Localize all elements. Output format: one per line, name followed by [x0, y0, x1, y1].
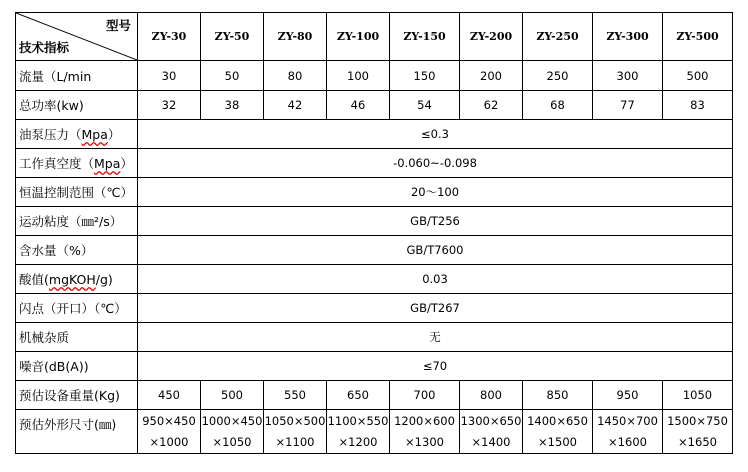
power-value: 54 — [390, 91, 460, 120]
flow-value: 250 — [523, 61, 593, 91]
model-header: ZY-300 — [593, 13, 663, 61]
model-header: ZY-250 — [523, 13, 593, 61]
dimensions-value: 1100×550 ×1200 — [327, 410, 390, 454]
water-label: 含水量（%） — [16, 236, 138, 265]
water-row — [16, 236, 733, 265]
weight-value: 650 — [327, 381, 390, 410]
impurity-value: 无 — [138, 323, 733, 352]
noise-row — [16, 352, 733, 381]
weight-value: 1050 — [663, 381, 733, 410]
dimensions-value: 1300×650 ×1400 — [460, 410, 523, 454]
header-row — [16, 13, 733, 61]
corner-model-label: 型号 — [105, 18, 131, 33]
temp-row — [16, 178, 733, 207]
flow-row — [16, 61, 733, 91]
corner-spec-label: 技术指标 — [19, 40, 70, 55]
dimensions-value: 1450×700 ×1600 — [593, 410, 663, 454]
model-header: ZY-100 — [327, 13, 390, 61]
model-header: ZY-150 — [390, 13, 460, 61]
flow-value: 200 — [460, 61, 523, 91]
power-value: 68 — [523, 91, 593, 120]
viscosity-label: 运动粘度（㎜²/s） — [16, 207, 138, 236]
weight-value: 950 — [593, 381, 663, 410]
dimensions-value: 950×450 ×1000 — [138, 410, 201, 454]
power-value: 32 — [138, 91, 201, 120]
power-value: 77 — [593, 91, 663, 120]
power-value: 62 — [460, 91, 523, 120]
vacuum-row — [16, 149, 733, 178]
dimensions-value: 1050×500 ×1100 — [264, 410, 327, 454]
flow-value: 30 — [138, 61, 201, 91]
water-value: GB/T7600 — [138, 236, 733, 265]
dimensions-value: 1500×750 ×1650 — [663, 410, 733, 454]
weight-value: 550 — [264, 381, 327, 410]
vacuum-value: -0.060~-0.098 — [138, 149, 733, 178]
impurity-row — [16, 323, 733, 352]
vacuum-label: 工作真空度（Mpa） — [16, 149, 138, 178]
spec-table — [15, 12, 733, 454]
dimensions-value: 1400×650 ×1500 — [523, 410, 593, 454]
temp-label: 恒温控制范围（℃） — [16, 178, 138, 207]
pump-pressure-value: ≤0.3 — [138, 120, 733, 149]
power-value: 42 — [264, 91, 327, 120]
weight-value: 700 — [390, 381, 460, 410]
flow-value: 300 — [593, 61, 663, 91]
flash-row — [16, 294, 733, 323]
noise-label: 噪音(dB(A)) — [16, 352, 138, 381]
model-header: ZY-500 — [663, 13, 733, 61]
dimensions-value: 1000×450 ×1050 — [201, 410, 264, 454]
acid-value: 0.03 — [138, 265, 733, 294]
model-header: ZY-200 — [460, 13, 523, 61]
pump-pressure-row — [16, 120, 733, 149]
flow-value: 100 — [327, 61, 390, 91]
weight-value: 450 — [138, 381, 201, 410]
power-value: 46 — [327, 91, 390, 120]
model-header: ZY-30 — [138, 13, 201, 61]
weight-value: 800 — [460, 381, 523, 410]
flow-value: 50 — [201, 61, 264, 91]
flash-value: GB/T267 — [138, 294, 733, 323]
power-value: 38 — [201, 91, 264, 120]
power-value: 83 — [663, 91, 733, 120]
flash-label: 闪点（开口）（℃） — [16, 294, 138, 323]
viscosity-value: GB/T256 — [138, 207, 733, 236]
weight-value: 500 — [201, 381, 264, 410]
model-header: ZY-50 — [201, 13, 264, 61]
power-row — [16, 91, 733, 120]
power-label: 总功率(kw) — [16, 91, 138, 120]
viscosity-row — [16, 207, 733, 236]
dimensions-row — [16, 410, 733, 454]
acid-row — [16, 265, 733, 294]
temp-value: 20～100 — [138, 178, 733, 207]
weight-label: 预估设备重量(Kg) — [16, 381, 138, 410]
noise-value: ≤70 — [138, 352, 733, 381]
dimensions-label: 预估外形尺寸(㎜) — [16, 410, 138, 454]
flow-label: 流量（L/min — [16, 61, 138, 91]
acid-label: 酸值(mgKOH/g) — [16, 265, 138, 294]
dimensions-value: 1200×600 ×1300 — [390, 410, 460, 454]
weight-row — [16, 381, 733, 410]
corner-header-cell — [16, 13, 138, 61]
flow-value: 500 — [663, 61, 733, 91]
model-header: ZY-80 — [264, 13, 327, 61]
flow-value: 150 — [390, 61, 460, 91]
pump-pressure-label: 油泵压力（Mpa） — [16, 120, 138, 149]
flow-value: 80 — [264, 61, 327, 91]
impurity-label: 机械杂质 — [16, 323, 138, 352]
weight-value: 850 — [523, 381, 593, 410]
